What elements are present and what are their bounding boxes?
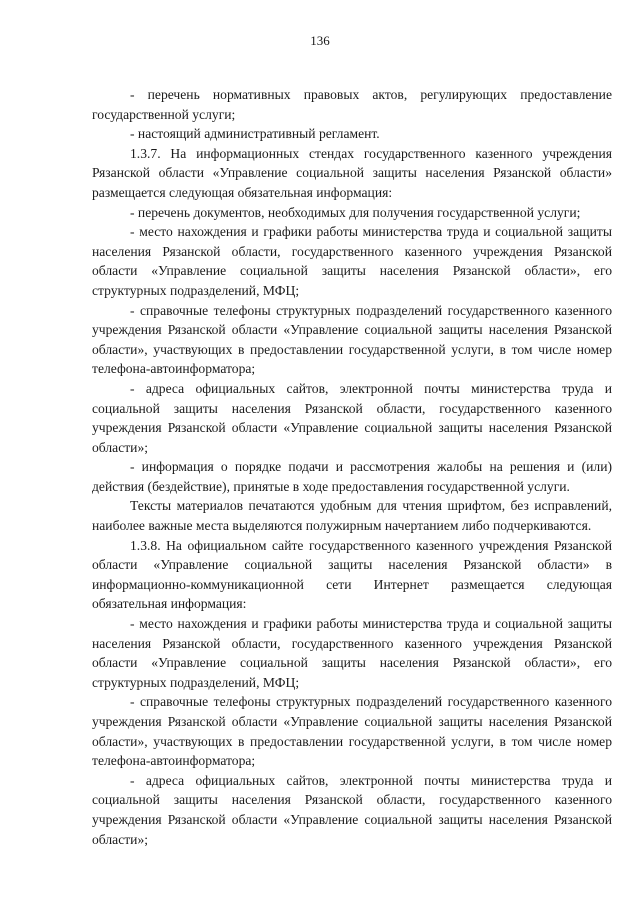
paragraph-website-addresses: - адреса официальных сайтов, электронной почты министерства труда и социальной защиты населения Рязанской области, государственного казенного учреждения Рязанской области «Управление социальной защиты населения Рязанской области»;: [92, 380, 612, 455]
paragraph-regulatory-acts-list: - перечень нормативных правовых актов, регулирующих предоставление государственной услуги;: [92, 87, 612, 122]
paragraph-admin-regulation: - настоящий административный регламент.: [130, 126, 380, 142]
paragraph-complaint-procedure: - информация о порядке подачи и рассмотрения жалобы на решения и (или) действия (бездействие), принятые в ходе предоставления государственной услуги.: [92, 459, 612, 494]
page-number: 136: [310, 33, 330, 48]
paragraph-reference-phones-2: - справочные телефоны структурных подразделений государственного казенного учреждения Рязанской области «Управление социальной защиты населения Рязанской области», участвующих в предоставлении государственной услуги, в том числе номер телефона-автоинформатора;: [92, 694, 612, 769]
paragraph-section-1-3-8: 1.3.8. На официальном сайте государственного казенного учреждения Рязанской области «Управление социальной защиты населения Рязанской области» в информационно-коммуникационной сети Интернет размещается следующая обязательная информация:: [92, 537, 612, 612]
paragraph-locations-schedules: - место нахождения и графики работы министерства труда и социальной защиты населения Рязанской области, государственного казенного учреждения Рязанской области «Управление социальной защиты населения Рязанской области», его структурных подразделений, МФЦ;: [92, 224, 612, 298]
document-body: [92, 85, 612, 849]
paragraph-text-formatting: Тексты материалов печатаются удобным для чтения шрифтом, без исправлений, наиболее важные места выделяются полужирным начертанием либо подчеркиваются.: [92, 498, 612, 534]
paragraph-documents-list: - перечень документов, необходимых для получения государственной услуги;: [130, 204, 581, 220]
paragraph-section-1-3-7: 1.3.7. На информационных стендах государственного казенного учреждения Рязанской области «Управление социальной защиты населения Рязанской области» размещается следующая обязательная информация:: [92, 145, 612, 200]
paragraph-reference-phones: - справочные телефоны структурных подразделений государственного казенного учреждения Рязанской области «Управление социальной защиты населения Рязанской области», участвующих в предоставлении государственной услуги, в том числе номер телефона-автоинформатора;: [92, 302, 612, 377]
paragraph-website-addresses-2: - адреса официальных сайтов, электронной почты министерства труда и социальной защиты населения Рязанской области, государственного казенного учреждения Рязанской области «Управление социальной защиты населения Рязанской области»;: [92, 772, 612, 847]
paragraph-locations-schedules-2: - место нахождения и графики работы министерства труда и социальной защиты населения Рязанской области, государственного казенного учреждения Рязанской области «Управление социальной защиты населения Рязанской области», его структурных подразделений, МФЦ;: [92, 616, 612, 690]
